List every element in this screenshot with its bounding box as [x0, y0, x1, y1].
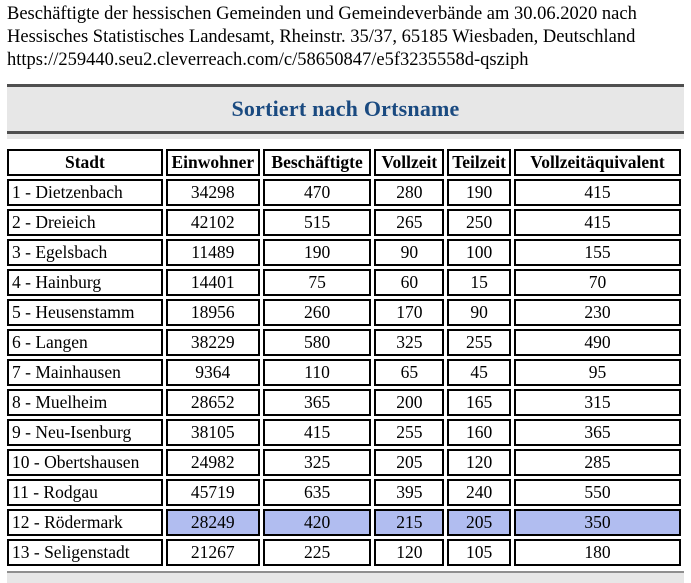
cell-einwohner: 42102 — [166, 209, 260, 236]
cell-stadt: 5 - Heusenstamm — [7, 299, 163, 326]
cell-teilzeit: 15 — [447, 269, 511, 296]
cell-stadt: 13 - Seligenstadt — [7, 539, 163, 566]
column-header-teilzeit: Teilzeit — [447, 149, 511, 176]
cell-einwohner: 18956 — [166, 299, 260, 326]
cell-einwohner: 21267 — [166, 539, 260, 566]
cell-einwohner: 14401 — [166, 269, 260, 296]
table-row — [7, 419, 681, 446]
table-row — [7, 389, 681, 416]
cell-vollzeitaequivalent: 155 — [514, 239, 681, 266]
cell-vollzeitaequivalent: 70 — [514, 269, 681, 296]
cell-vollzeitaequivalent: 550 — [514, 479, 681, 506]
cell-vollzeit: 265 — [374, 209, 444, 236]
cell-stadt: 2 - Dreieich — [7, 209, 163, 236]
table-row — [7, 539, 681, 566]
cell-vollzeitaequivalent: 315 — [514, 389, 681, 416]
cell-vollzeitaequivalent: 415 — [514, 209, 681, 236]
column-header-vollzeitaequivalent: Vollzeitäquivalent — [514, 149, 681, 176]
intro-line-source: Hessisches Statistisches Landesamt, Rheinstr. 35/37, 65185 Wiesbaden, Deutschland — [7, 27, 636, 47]
cell-teilzeit: 100 — [447, 239, 511, 266]
table-header-row — [7, 149, 681, 176]
cell-teilzeit: 255 — [447, 329, 511, 356]
cell-teilzeit: 120 — [447, 449, 511, 476]
cell-teilzeit: 240 — [447, 479, 511, 506]
cell-stadt: 3 - Egelsbach — [7, 239, 163, 266]
cell-vollzeitaequivalent: 350 — [514, 509, 681, 536]
cell-stadt: 1 - Dietzenbach — [7, 179, 163, 206]
cell-teilzeit: 45 — [447, 359, 511, 386]
cell-vollzeitaequivalent: 230 — [514, 299, 681, 326]
cell-stadt: 7 - Mainhausen — [7, 359, 163, 386]
cell-vollzeitaequivalent: 95 — [514, 359, 681, 386]
section-title-bar — [7, 84, 684, 134]
cell-beschaeftigte: 75 — [263, 269, 372, 296]
cell-teilzeit: 160 — [447, 419, 511, 446]
cell-vollzeit: 255 — [374, 419, 444, 446]
cell-stadt: 8 - Muelheim — [7, 389, 163, 416]
cell-einwohner: 38105 — [166, 419, 260, 446]
cell-vollzeit: 90 — [374, 239, 444, 266]
cell-vollzeit: 60 — [374, 269, 444, 296]
cell-vollzeitaequivalent: 285 — [514, 449, 681, 476]
cell-einwohner: 28652 — [166, 389, 260, 416]
table-row — [7, 359, 681, 386]
cell-teilzeit: 205 — [447, 509, 511, 536]
cell-vollzeit: 65 — [374, 359, 444, 386]
cell-stadt: 10 - Obertshausen — [7, 449, 163, 476]
cell-vollzeitaequivalent: 415 — [514, 179, 681, 206]
cell-beschaeftigte: 420 — [263, 509, 372, 536]
column-header-einwohner: Einwohner — [166, 149, 260, 176]
cell-stadt: 4 - Hainburg — [7, 269, 163, 296]
cell-vollzeit: 200 — [374, 389, 444, 416]
table-row — [7, 179, 681, 206]
cell-einwohner: 34298 — [166, 179, 260, 206]
table-row — [7, 239, 681, 266]
column-header-beschaeftigte: Beschäftigte — [263, 149, 372, 176]
table-row — [7, 449, 681, 476]
cell-beschaeftigte: 110 — [263, 359, 372, 386]
cell-vollzeit: 280 — [374, 179, 444, 206]
cell-teilzeit: 90 — [447, 299, 511, 326]
table-row — [7, 329, 681, 356]
cell-beschaeftigte: 225 — [263, 539, 372, 566]
cell-einwohner: 11489 — [166, 239, 260, 266]
table-row — [7, 509, 681, 536]
intro-line-url: https://259440.seu2.cleverreach.com/c/58650847/e5f3235558d-qsziph — [7, 50, 529, 70]
cell-teilzeit: 250 — [447, 209, 511, 236]
cell-vollzeit: 325 — [374, 329, 444, 356]
cell-einwohner: 45719 — [166, 479, 260, 506]
intro-line-title: Beschäftigte der hessischen Gemeinden und Gemeindeverbände am 30.06.2020 nach — [7, 4, 637, 24]
cell-vollzeit: 395 — [374, 479, 444, 506]
cell-teilzeit: 105 — [447, 539, 511, 566]
cell-stadt: 9 - Neu-Isenburg — [7, 419, 163, 446]
cell-einwohner: 28249 — [166, 509, 260, 536]
cell-vollzeit: 205 — [374, 449, 444, 476]
column-header-stadt: Stadt — [7, 149, 163, 176]
cell-beschaeftigte: 580 — [263, 329, 372, 356]
cell-stadt: 6 - Langen — [7, 329, 163, 356]
cell-stadt: 11 - Rodgau — [7, 479, 163, 506]
cell-stadt: 12 - Rödermark — [7, 509, 163, 536]
cell-teilzeit: 190 — [447, 179, 511, 206]
table-row — [7, 269, 681, 296]
table-row — [7, 479, 681, 506]
cell-beschaeftigte: 190 — [263, 239, 372, 266]
cell-beschaeftigte: 515 — [263, 209, 372, 236]
table-row — [7, 209, 681, 236]
column-header-vollzeit: Vollzeit — [374, 149, 444, 176]
municipalities-table — [4, 146, 684, 569]
cell-beschaeftigte: 415 — [263, 419, 372, 446]
cell-teilzeit: 165 — [447, 389, 511, 416]
cell-vollzeit: 215 — [374, 509, 444, 536]
cell-beschaeftigte: 635 — [263, 479, 372, 506]
cell-vollzeit: 170 — [374, 299, 444, 326]
section-title: Sortiert nach Ortsname — [231, 96, 460, 121]
cell-vollzeit: 120 — [374, 539, 444, 566]
intro-text — [7, 3, 684, 72]
cell-beschaeftigte: 365 — [263, 389, 372, 416]
section-header-panel — [7, 84, 684, 139]
next-section-strip — [7, 571, 684, 583]
cell-beschaeftigte: 470 — [263, 179, 372, 206]
cell-vollzeitaequivalent: 365 — [514, 419, 681, 446]
cell-einwohner: 9364 — [166, 359, 260, 386]
cell-einwohner: 38229 — [166, 329, 260, 356]
cell-vollzeitaequivalent: 490 — [514, 329, 681, 356]
cell-einwohner: 24982 — [166, 449, 260, 476]
cell-beschaeftigte: 325 — [263, 449, 372, 476]
table-row — [7, 299, 681, 326]
cell-beschaeftigte: 260 — [263, 299, 372, 326]
cell-vollzeitaequivalent: 180 — [514, 539, 681, 566]
